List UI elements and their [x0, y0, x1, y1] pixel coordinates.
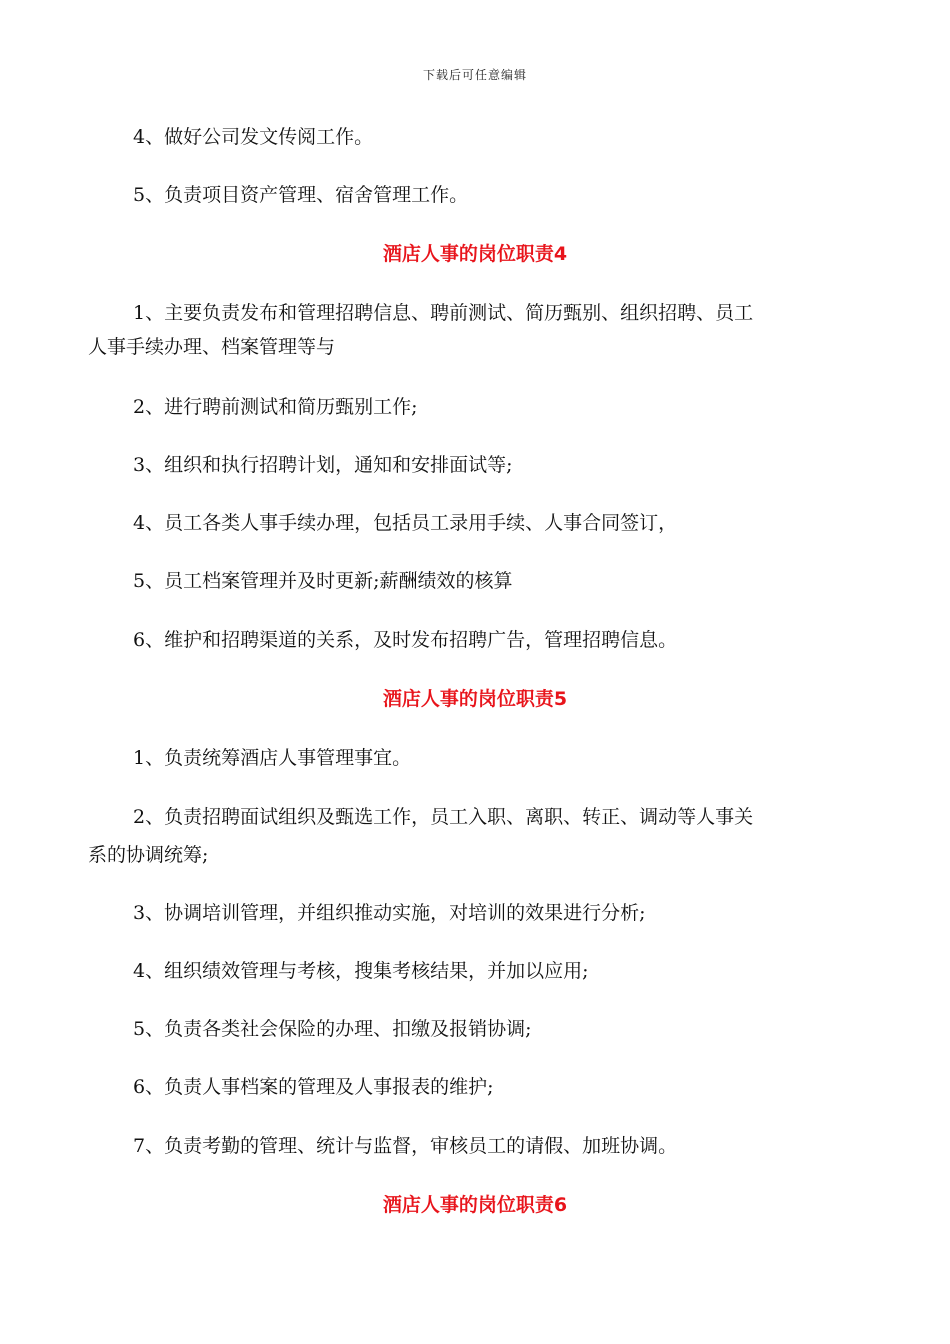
paragraph-pre-test: 2、进行聘前测试和简历甄别工作; — [133, 396, 418, 418]
paragraph-insurance: 5、负责各类社会保险的办理、扣缴及报销协调; — [133, 1018, 532, 1040]
paragraph-hr-procedures: 4、员工各类人事手续办理，包括员工录用手续、人事合同签订， — [133, 512, 678, 534]
paragraph-training: 3、协调培训管理，并组织推动实施，对培训的效果进行分析; — [133, 902, 646, 924]
page-header: 下载后可任意编辑 — [422, 68, 527, 82]
paragraph-file-management: 5、员工档案管理并及时更新;薪酬绩效的核算 — [133, 570, 513, 592]
paragraph-coordinate-hr: 1、负责统筹酒店人事管理事宜。 — [133, 747, 412, 769]
section-heading-5: 酒店人事的岗位职责5 — [382, 688, 568, 710]
paragraph-4-circulation: 4、做好公司发文传阅工作。 — [133, 126, 374, 148]
section-heading-6: 酒店人事的岗位职责6 — [382, 1194, 568, 1216]
paragraph-interview-line1: 2、负责招聘面试组织及甄选工作，员工入职、离职、转正、调动等人事关 — [133, 806, 754, 828]
paragraph-channels: 6、维护和招聘渠道的关系，及时发布招聘广告，管理招聘信息。 — [133, 629, 678, 651]
paragraph-recruitment-line2: 人事手续办理、档案管理等与 — [88, 336, 336, 358]
paragraph-attendance: 7、负责考勤的管理、统计与监督，审核员工的请假、加班协调。 — [133, 1135, 678, 1157]
paragraph-interview-line2: 系的协调统筹; — [88, 844, 209, 866]
paragraph-recruit-plan: 3、组织和执行招聘计划，通知和安排面试等; — [133, 454, 513, 476]
paragraph-performance: 4、组织绩效管理与考核，搜集考核结果，并加以应用; — [133, 960, 589, 982]
paragraph-archives: 6、负责人事档案的管理及人事报表的维护; — [133, 1076, 494, 1098]
section-heading-4: 酒店人事的岗位职责4 — [382, 243, 568, 265]
paragraph-5-assets: 5、负责项目资产管理、宿舍管理工作。 — [133, 184, 469, 206]
paragraph-recruitment-line1: 1、主要负责发布和管理招聘信息、聘前测试、简历甄别、组织招聘、员工 — [133, 302, 754, 324]
